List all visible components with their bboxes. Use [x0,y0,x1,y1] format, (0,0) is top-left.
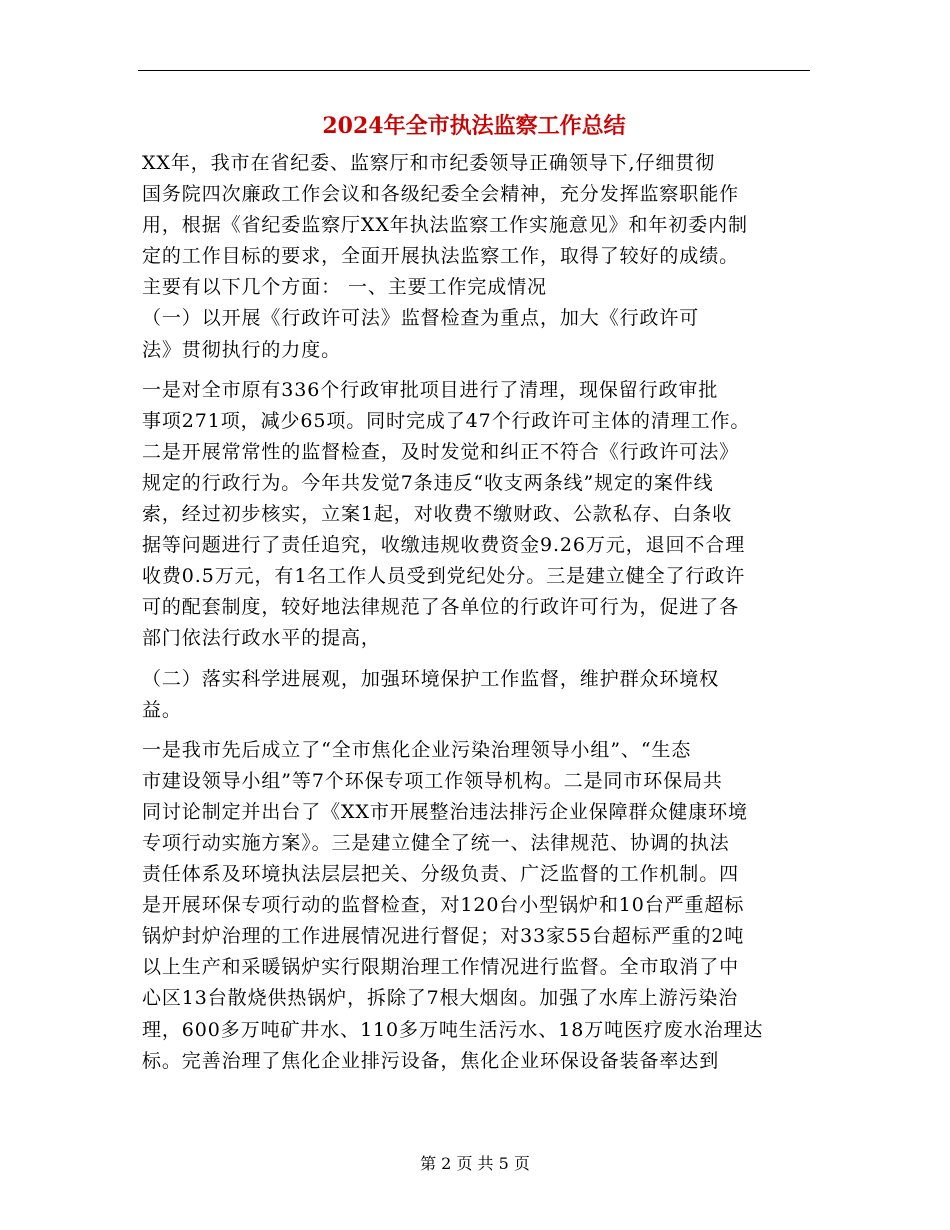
body-line: 定的工作目标的要求，全面开展执法监察工作，取得了较好的成绩。 [142,245,740,268]
body-line: 专项行动实施方案》。三是建立健全了统一、法律规范、协调的执法 [142,831,730,854]
body-line: 心区13台散烧供热锅炉，拆除了7根大烟囱。加强了水库上游污染治 [142,987,739,1010]
body-line: 主要有以下几个方面： 一、主要工作完成情况 [142,276,547,299]
page-number-footer: 第 2 页 共 5 页 [420,1154,530,1173]
body-line: 二是开展常常性的监督检查，及时发觉和纠正不符合《行政许可法》 [142,440,740,463]
header-rule [138,70,810,71]
document-body [142,148,814,1077]
document-title: 2024年全市执法监察工作总结 [322,113,626,139]
body-line: 一是我市先后成立了“全市焦化企业污染治理领导小组”、“生态 [142,738,692,761]
body-line: 一是对全市原有336个行政审批项目进行了清理，现保留行政审批 [142,378,719,401]
body-line: 据等问题进行了责任追究，收缴违规收费资金9.26万元，退回不合理 [142,534,746,557]
body-line: 收费0.5万元，有1名工作人员受到党纪处分。三是建立健全了行政许 [142,565,746,588]
body-line: 益。 [142,698,182,721]
body-line: XX年，我市在省纪委、监察厅和市纪委领导正确领导下,仔细贯彻 [142,152,716,174]
body-line: 法》贯彻执行的力度。 [142,338,342,361]
body-line: 理，600多万吨矿井水、110多万吨生活污水、18万吨医疗废水治理达 [142,1018,764,1041]
body-line: 以上生产和采暖锅炉实行限期治理工作情况进行监督。全市取消了中 [142,956,740,979]
body-line: 是开展环保专项行动的监督检查，对120台小型锅炉和10台严重超标 [142,894,745,917]
body-line: 国务院四次廉政工作会议和各级纪委全会精神，充分发挥监察职能作 [142,183,740,206]
body-line: 同讨论制定并出台了《XX市开展整治违法排污企业保障群众健康环境 [142,800,748,823]
body-line: （一）以开展《行政许可法》监督检查为重点，加大《行政许可 [142,307,700,330]
body-line: 市建设领导小组”等7个环保专项工作领导机构。二是同市环保局共 [142,769,723,792]
body-line: 部门依法行政水平的提高， [142,627,381,650]
body-line: （二）落实科学进展观，加强环境保护工作监督，维护群众环境权 [142,667,720,690]
body-line: 责任体系及环境执法层层把关、分级负责、广泛监督的工作机制。四 [142,863,740,886]
body-line: 用，根据《省纪委监察厅XX年执法监察工作实施意见》和年初委内制 [142,214,748,237]
body-line: 可的配套制度，较好地法律规范了各单位的行政许可行为，促进了各 [142,596,740,619]
body-line: 索，经过初步核实，立案1起，对收费不缴财政、公款私存、白条收 [142,503,733,526]
body-line: 规定的行政行为。今年共发觉7条违反“收支两条线”规定的案件线 [142,471,714,494]
body-line: 标。完善治理了焦化企业排污设备，焦化企业环保设备装备率达到 [142,1049,720,1072]
body-line: 锅炉封炉治理的工作进展情况进行督促；对33家55台超标严重的2吨 [142,925,745,948]
body-line: 事项271项，减少65项。同时完成了47个行政许可主体的清理工作。 [142,409,751,432]
